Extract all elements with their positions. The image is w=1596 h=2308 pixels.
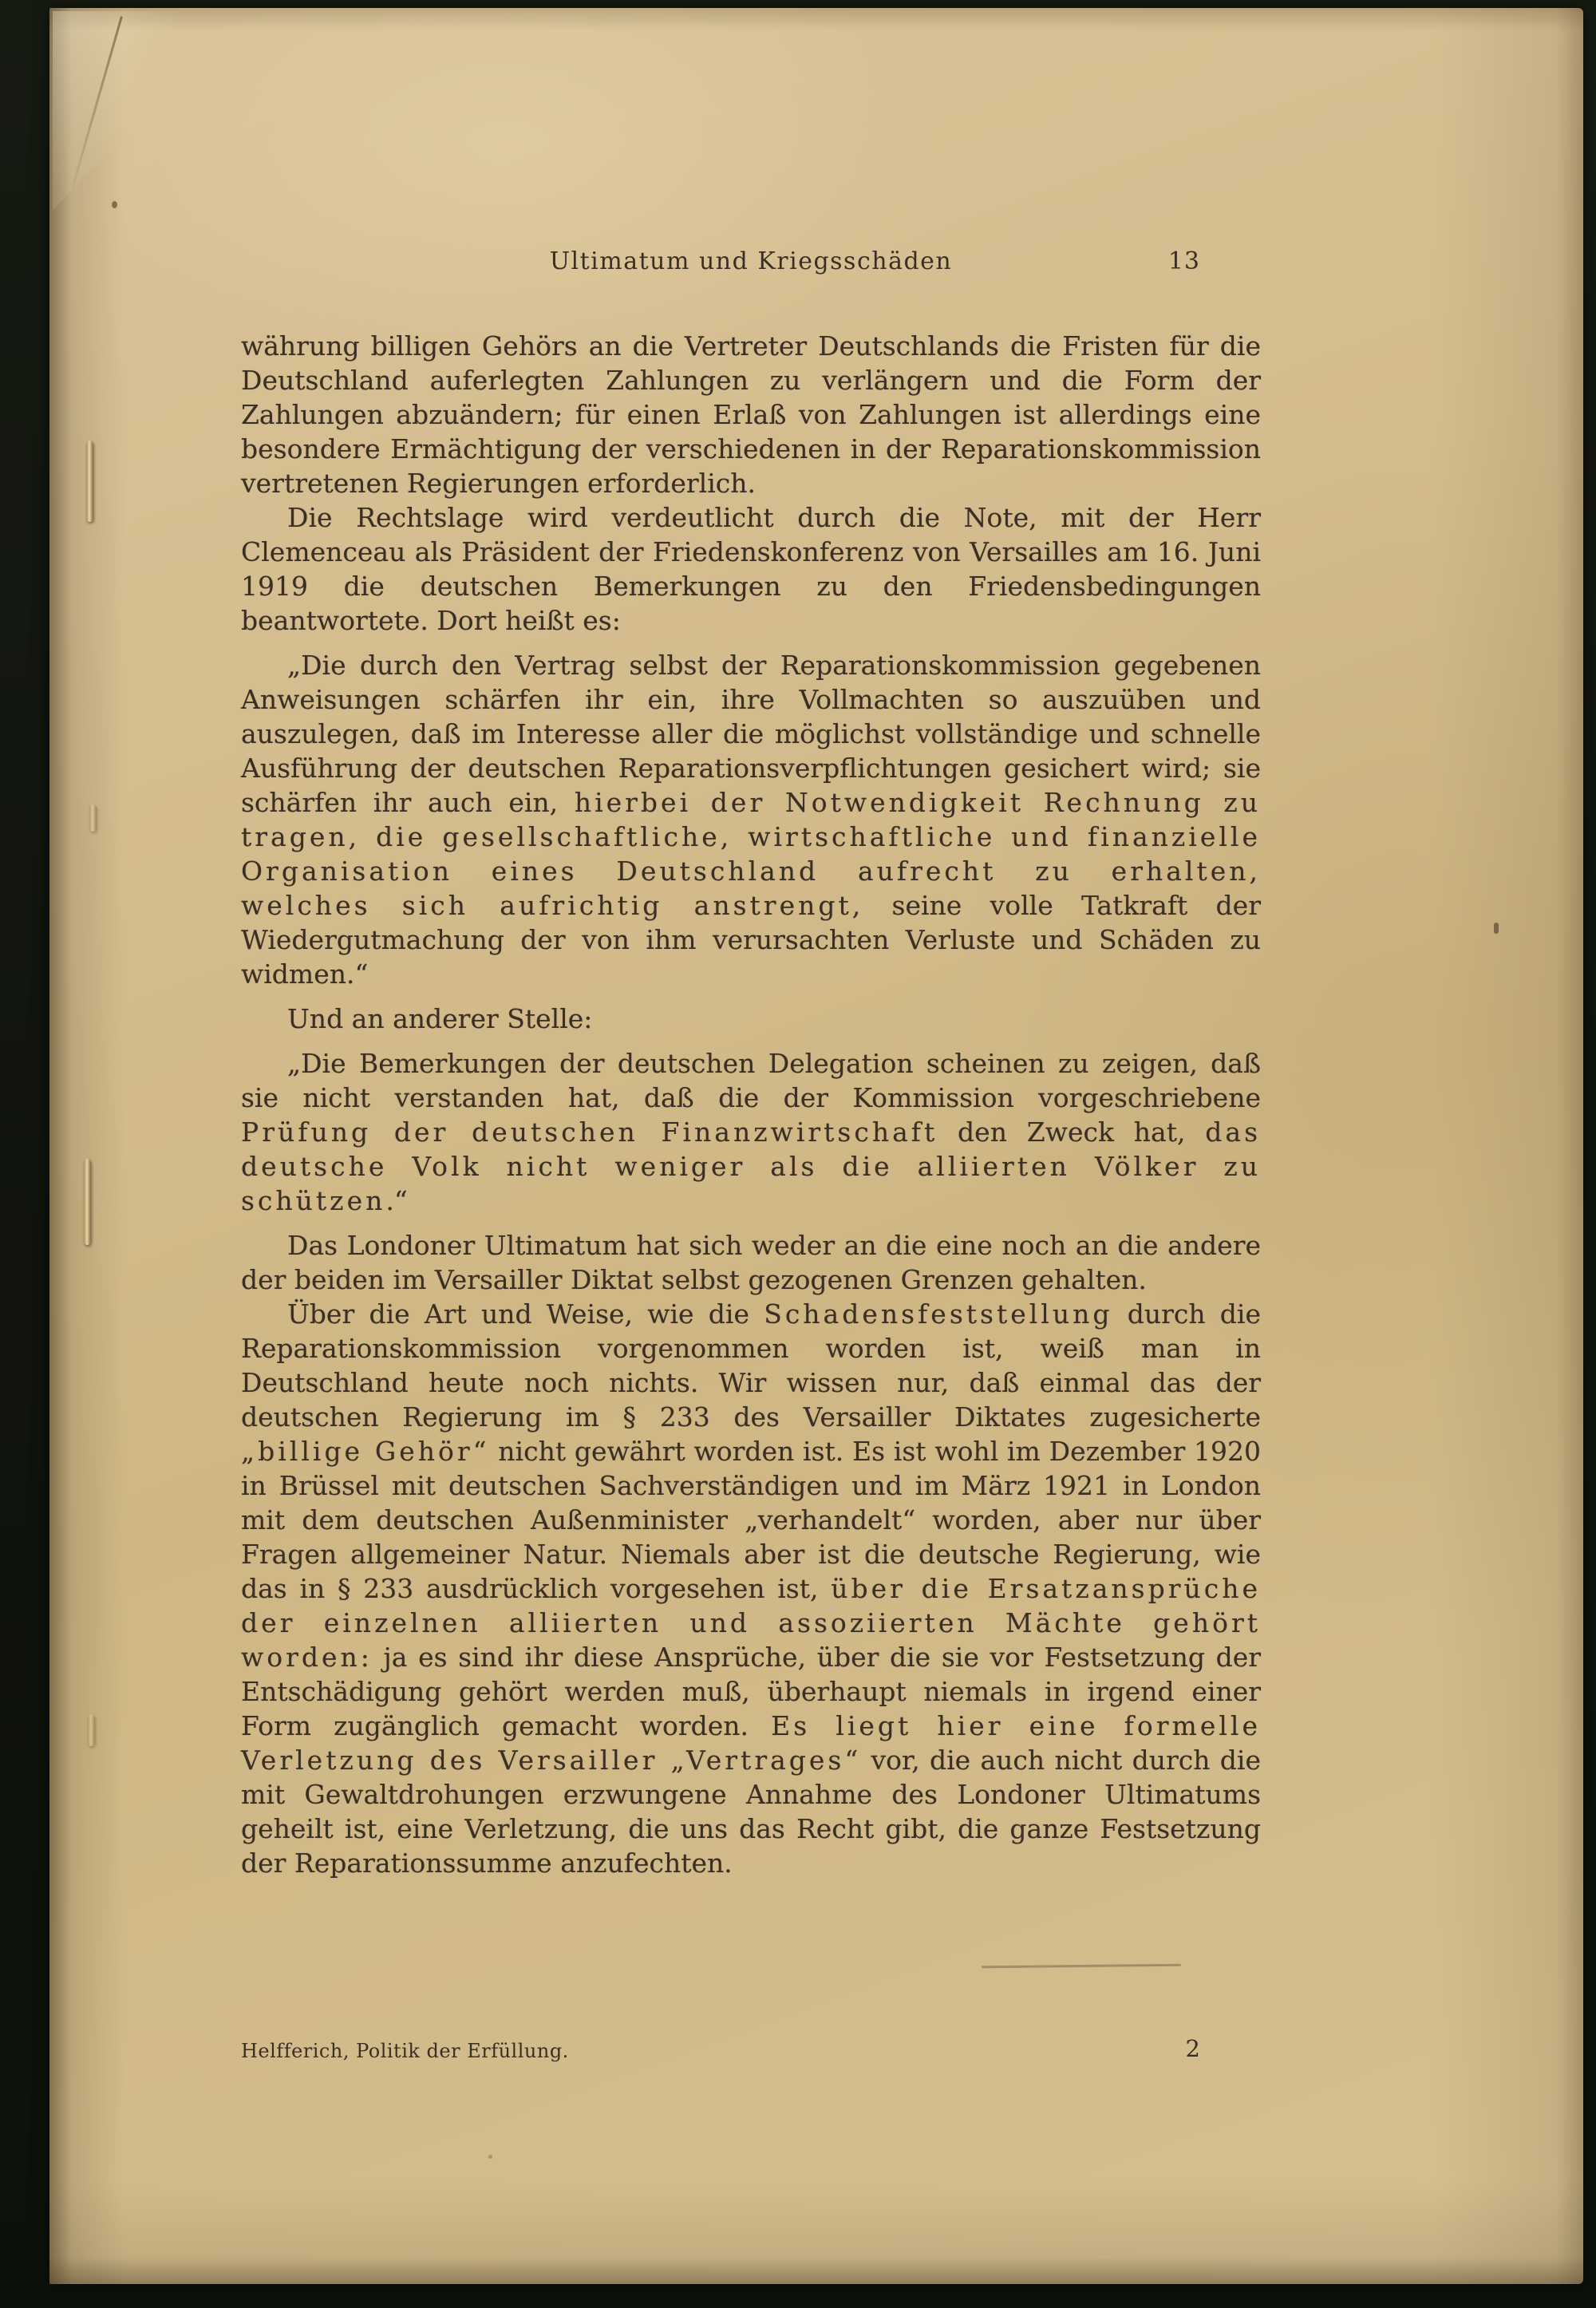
body-text: .“: [385, 1185, 408, 1216]
text-block: [241, 329, 1261, 1880]
paragraph: [241, 329, 1261, 500]
body-text: „Die durch den Vertrag selbst der Reparationskommission gegebenen Anweisungen schärfen ihr ein, ihre Vollmachten so auszuüben und auszulegen, daß im Interesse aller die möglichst vollständige und schnelle Ausführung der deutschen Reparationsverpflichtungen gesichert wird; sie schärfen ihr auch ein,: [241, 650, 1261, 818]
emphasized-text: Es liegt hier eine formelle Verletzung des Versailler „Vertrages“: [241, 1710, 1261, 1776]
footer-signature-title: Helfferich, Politik der Erfüllung.: [241, 2040, 569, 2062]
paragraph: [241, 1228, 1261, 1297]
body-text: Über die Art und Weise, wie die: [287, 1298, 764, 1330]
emphasized-text: „billige Gehör“: [241, 1436, 490, 1467]
page-number: 13: [1167, 247, 1200, 275]
body-text: Die Rechtslage wird verdeutlicht durch die Note, mit der Herr Clemenceau als Präsident der Friedenskonferenz von Versailles am 16. Juni 1919 die deutschen Bemerkungen zu den Friedensbedingungen beantwortete. Dort heißt es:: [241, 502, 1261, 636]
body-text: „Die Bemerkungen der deutschen Delegation scheinen zu zeigen, daß sie nicht verstanden hat, daß die der Kommission vorgeschriebene: [241, 1048, 1261, 1113]
paragraph: [241, 1002, 1261, 1036]
page-footer: [241, 2035, 1261, 2064]
body-text: ja es sind ihr diese Ansprüche, über die sie vor Festsetzung der Entschädigung gehört werden muß, überhaupt niemals in irgend einer Form zugänglich gemacht worden.: [241, 1642, 1261, 1741]
body-text: vor, die auch nicht durch die mit Gewaltdrohungen erzwungene Annahme des Londoner Ultimatums geheilt ist, eine Verletzung, die uns das Recht gibt, die ganze Festsetzung der Reparationssumme anzufechten.: [241, 1745, 1261, 1879]
paragraph: [241, 1297, 1261, 1880]
page-paper: [49, 8, 1583, 2284]
body-text: seine volle Tatkraft der Wiedergutmachung der von ihm verursachten Verluste und Schäden zu widmen.“: [241, 890, 1261, 990]
binding-stitch: [86, 441, 93, 522]
emphasized-text: Prüfung der deutschen Finanzwirtschaft: [241, 1116, 938, 1148]
paragraph: [241, 648, 1261, 991]
paragraph: [241, 500, 1261, 638]
paragraph: [241, 1046, 1261, 1218]
body-text: Und an anderer Stelle:: [287, 1003, 593, 1034]
paper-speck: [1494, 923, 1499, 934]
running-header-title: Ultimatum und Kriegsschäden: [549, 247, 953, 275]
emphasized-text: das deutsche Volk nicht weniger als die alliierten Völker zu schützen: [241, 1116, 1261, 1216]
pencil-underline-mark: [982, 1964, 1181, 1969]
emphasized-text: Schadensfeststellung: [764, 1298, 1113, 1330]
body-text: durch die Reparationskommission vorgenommen worden ist, weiß man in Deutschland heute noch nichts. Wir wissen nur, daß einmal das der deutschen Regierung im § 233 des Versailler Diktates zugesicherte: [241, 1298, 1261, 1433]
sheet-signature-number: 2: [1185, 2035, 1200, 2062]
binding-stitch: [84, 1159, 91, 1245]
body-text: Das Londoner Ultimatum hat sich weder an die eine noch an die andere der beiden im Versailler Diktat selbst gezogenen Grenzen gehalten.: [241, 1230, 1261, 1295]
paper-speck: [488, 2155, 492, 2159]
emphasized-text: hierbei der Notwendigkeit Rechnung zu tragen, die gesellschaftliche, wirtschaftliche und finanzielle Organisation eines Deutschland aufrecht zu erhalten, welches sich aufrichtig anstrengt,: [241, 787, 1261, 921]
emphasized-text: über die Ersatzansprüche der einzelnen alliierten und assoziierten Mächte gehört worden:: [241, 1573, 1261, 1673]
body-text: den Zweck hat,: [938, 1116, 1206, 1148]
running-header: [241, 247, 1261, 283]
body-text: nicht gewährt worden ist. Es ist wohl im Dezember 1920 in Brüssel mit deutschen Sachverständigen und im März 1921 in London mit dem deutschen Außenminister „verhandelt“ worden, aber nur über Fragen allgemeiner Natur. Niemals aber ist die deutsche Regierung, wie das in § 233 ausdrücklich vorgesehen ist,: [241, 1436, 1261, 1604]
binding-stitch: [89, 804, 97, 832]
body-text: währung billigen Gehörs an die Vertreter Deutschlands die Fristen für die Deutschland auferlegten Zahlungen zu verlängern und die Form der Zahlungen abzuändern; für einen Erlaß von Zahlungen ist allerdings eine besondere Ermächtigung der verschiedenen in der Reparationskommission vertretenen Regierungen erforderlich.: [241, 330, 1261, 499]
paper-speck: [112, 201, 117, 208]
binding-stitch: [88, 1714, 95, 1746]
